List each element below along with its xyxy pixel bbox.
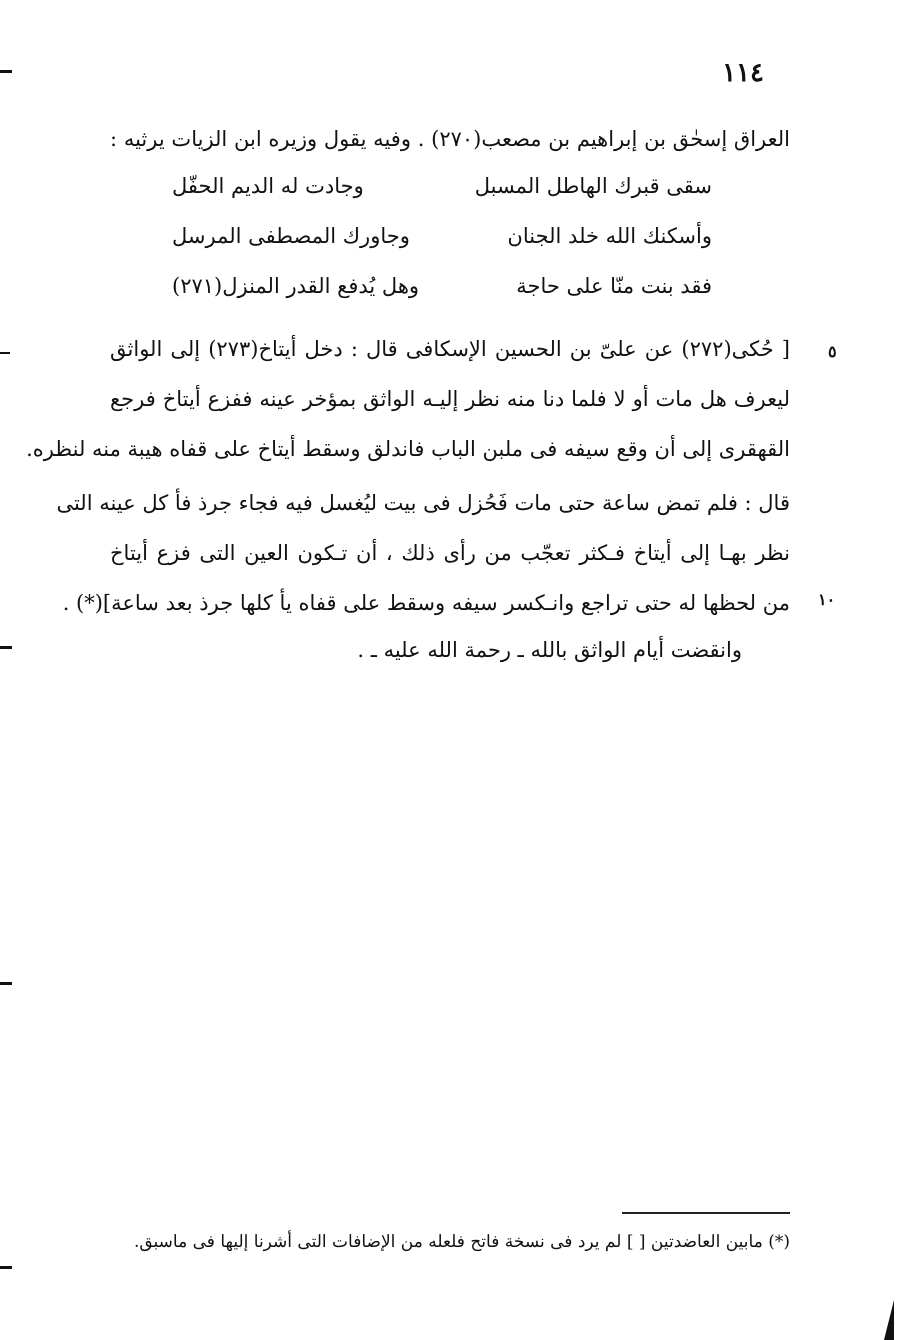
- verse-row: [172, 224, 712, 258]
- verse-row: [172, 174, 712, 208]
- edge-tick: [0, 70, 12, 73]
- edge-tick: [0, 1266, 12, 1269]
- verse-hemistich-second: وجادت له الديم الحفّل: [172, 174, 364, 198]
- scan-corner-mark: [884, 1300, 894, 1340]
- edge-tick: [0, 646, 12, 649]
- page-number: ١١٤: [722, 58, 764, 88]
- paragraph-line: العراق إسحٰق بن إبراهيم بن مصعب(٢٧٠) . وفيه يقول وزيره ابن الزيات يرثيه :: [110, 127, 790, 151]
- verse-hemistich-first: فقد بنت منّا على حاجة: [516, 274, 712, 298]
- verse-hemistich-second: وهل يُدفع القدر المنزل(٢٧١): [172, 274, 420, 298]
- paragraph-line: من لحظها له حتى تراجع وانـكسر سيفه وسقط على قفاه يأ كلها جرذ بعد ساعة](*) .: [62, 591, 790, 615]
- footnote-divider: [622, 1212, 790, 1214]
- verse-hemistich-first: وأسكنك الله خلد الجنان: [507, 224, 712, 248]
- margin-line-number: ٥: [828, 342, 837, 361]
- paragraph-line: قال : فلم تمض ساعة حتى مات فَحُزل فى بيت ليُغسل فيه فجاء جرذ فأ كل عينه التى: [56, 491, 790, 515]
- closing-line: وانقضت أيام الواثق بالله ـ رحمة الله عليه ـ .: [357, 638, 742, 662]
- verse-row: [172, 274, 712, 308]
- margin-line-number: ١٠: [818, 590, 836, 609]
- paragraph-line: [ حُكى(٢٧٢) عن علىّ بن الحسين الإسكافى قال : دخل أيتاخ(٢٧٣) إلى الواثق: [110, 337, 790, 361]
- paragraph-line: نظر بهـا إلى أيتاخ فـكثر تعجّب من رأى ذلك ، أن تـكون العين التى فزع أيتاخ: [110, 541, 790, 565]
- verse-hemistich-second: وجاورك المصطفى المرسل: [172, 224, 410, 248]
- verse-hemistich-first: سقى قبرك الهاطل المسبل: [474, 174, 712, 198]
- paragraph-line: القهقرى إلى أن وقع سيفه فى ملبن الباب فاندلق وسقط أيتاخ على قفاه هيبة منه لنظره.: [26, 437, 790, 461]
- footnote: (*) مابين العاضدتين [ ] لم يرد فى نسخة فاتح فلعله من الإضافات التى أشرنا إليها فى ماسبق.: [133, 1232, 790, 1252]
- edge-tick: [0, 982, 12, 985]
- paragraph-line: ليعرف هل مات أو لا فلما دنا منه نظر إليـه الواثق بمؤخر عينه ففزع أيتاخ فرجع: [110, 387, 790, 411]
- edge-tick: [0, 352, 10, 354]
